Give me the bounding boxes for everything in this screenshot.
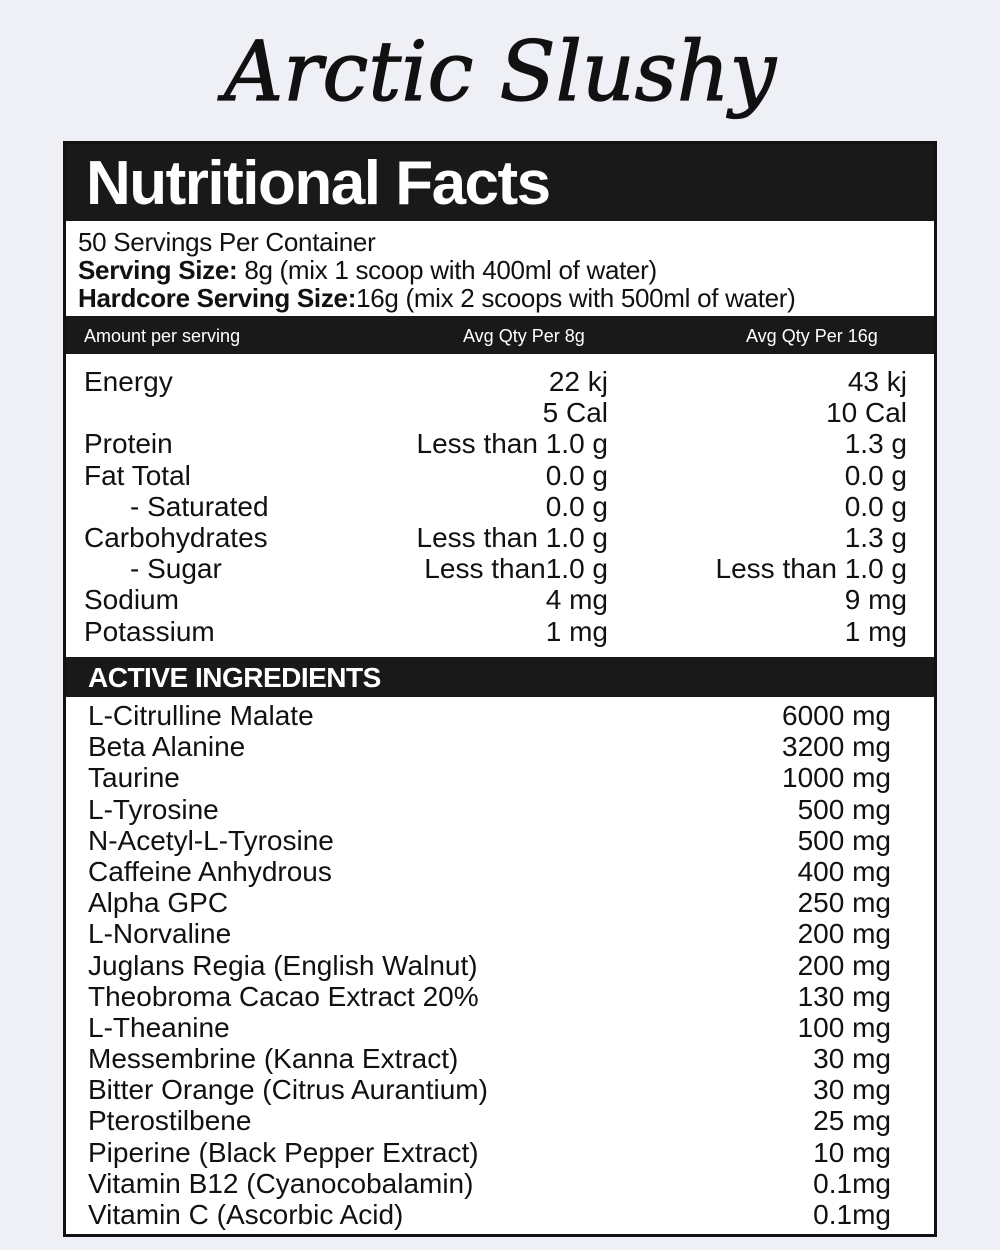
ingredient-row	[88, 1043, 891, 1075]
ingredient-row	[88, 1136, 891, 1168]
nutrient-value-8g: 0.0 g	[545, 459, 608, 491]
ingredient-amount: 6000 mg	[782, 700, 891, 731]
nutrient-label: Sodium	[84, 584, 179, 616]
ingredient-row	[88, 700, 891, 731]
panel-title: Nutritional Facts	[86, 149, 550, 218]
ingredient-row	[88, 762, 891, 794]
ingredient-amount: 1000 mg	[782, 762, 891, 794]
ingredient-row	[88, 1074, 891, 1106]
nutrition-row	[84, 397, 907, 429]
nutrition-row	[84, 615, 907, 647]
nutrient-value-8g: 0.0 g	[545, 490, 608, 522]
ingredients-list	[88, 700, 891, 1230]
ingredient-name: Messembrine (Kanna Extract)	[88, 1043, 459, 1075]
ingredient-name: Bitter Orange (Citrus Aurantium)	[88, 1074, 488, 1106]
ingredient-amount: 3200 mg	[782, 731, 891, 763]
ingredient-name: Pterostilbene	[88, 1105, 252, 1137]
nutrient-label: Potassium	[84, 615, 215, 647]
servings-per-container: 50 Servings Per Container	[78, 227, 376, 257]
ingredient-name: L-Tyrosine	[88, 793, 219, 825]
nutrition-row	[84, 584, 907, 616]
nutrient-value-8g: 4 mg	[545, 584, 608, 616]
ingredient-row	[88, 887, 891, 919]
ingredient-row	[88, 731, 891, 763]
nutrient-label: Fat Total	[84, 459, 191, 491]
ingredient-amount: 400 mg	[797, 855, 891, 887]
nutrient-label: Carbohydrates	[84, 521, 268, 553]
ingredient-name: L-Citrulline Malate	[88, 700, 314, 731]
nutrient-value-16g: 0.0 g	[844, 459, 907, 491]
nutrient-value-8g: 22 kj	[548, 366, 608, 397]
ingredient-row	[88, 793, 891, 825]
nutrition-table	[84, 366, 907, 647]
nutrient-value-8g: Less than 1.0 g	[416, 428, 608, 460]
ingredient-name: Alpha GPC	[88, 887, 229, 919]
nutrition-row	[84, 366, 907, 397]
ingredient-amount: 25 mg	[813, 1105, 891, 1137]
ingredient-name: Theobroma Cacao Extract 20%	[88, 980, 479, 1012]
product-title-script	[0, 0, 1000, 140]
ingredient-name: N-Acetyl-L-Tyrosine	[88, 824, 334, 856]
nutrient-value-8g: Less than 1.0 g	[416, 521, 608, 553]
nutrient-label: Energy	[84, 366, 173, 397]
nutrition-row	[84, 521, 907, 553]
ingredient-row	[88, 980, 891, 1012]
ingredient-amount: 30 mg	[813, 1043, 891, 1075]
ingredient-amount: 200 mg	[797, 949, 891, 981]
nutrition-panel	[63, 141, 937, 1237]
ingredient-name: L-Theanine	[88, 1011, 230, 1043]
serving-size-value: 8g (mix 1 scoop with 400ml of water)	[244, 255, 657, 285]
ingredient-name: Caffeine Anhydrous	[88, 855, 332, 887]
ingredient-amount: 200 mg	[797, 918, 891, 950]
header-avg-qty-8g: Avg Qty Per 8g	[463, 326, 585, 346]
product-title: Arctic Slushy	[224, 25, 776, 120]
nutrient-value-8g: 5 Cal	[542, 397, 608, 429]
ingredient-amount: 100 mg	[797, 1011, 891, 1043]
ingredient-row	[88, 1011, 891, 1043]
serving-size-label: Serving Size:	[78, 255, 238, 285]
nutrition-row	[84, 428, 907, 460]
ingredient-row	[88, 1105, 891, 1137]
ingredient-amount: 500 mg	[797, 824, 891, 856]
ingredient-name: Beta Alanine	[88, 731, 246, 763]
ingredient-amount: 500 mg	[797, 793, 891, 825]
ingredient-row	[88, 824, 891, 856]
active-ingredients-bar	[66, 657, 934, 697]
hardcore-serving-line	[78, 284, 938, 312]
ingredient-amount: 0.1mg	[813, 1199, 891, 1230]
nutrient-value-8g: Less than1.0 g	[424, 553, 608, 585]
nutrient-value-16g: 1.3 g	[844, 428, 907, 460]
servings-block	[78, 228, 938, 312]
active-ingredients-title: ACTIVE INGREDIENTS	[88, 662, 381, 693]
nutrition-row	[84, 459, 907, 491]
header-avg-qty-16g: Avg Qty Per 16g	[746, 326, 878, 346]
nutrient-value-16g: 0.0 g	[844, 490, 907, 522]
ingredient-row	[88, 949, 891, 981]
ingredient-row	[88, 1167, 891, 1199]
ingredient-name: L-Norvaline	[88, 918, 232, 950]
nutrient-value-8g: 1 mg	[545, 615, 608, 647]
ingredient-amount: 130 mg	[797, 980, 891, 1012]
table-header-bar	[66, 316, 934, 354]
ingredient-amount: 250 mg	[797, 887, 891, 919]
nutrient-value-16g: 1 mg	[844, 615, 907, 647]
ingredient-row	[88, 855, 891, 887]
nutrition-row	[84, 553, 907, 585]
panel-title-bar	[66, 144, 934, 221]
ingredient-amount: 10 mg	[813, 1136, 891, 1168]
nutrient-value-16g: 43 kj	[847, 366, 907, 397]
header-amount-per-serving: Amount per serving	[84, 326, 241, 346]
ingredient-name: Vitamin C (Ascorbic Acid)	[88, 1199, 404, 1230]
nutrient-value-16g: 1.3 g	[844, 521, 907, 553]
nutrient-label: Protein	[84, 428, 173, 460]
ingredient-amount: 30 mg	[813, 1074, 891, 1106]
nutrient-value-16g: 9 mg	[844, 584, 907, 616]
ingredient-name: Piperine (Black Pepper Extract)	[88, 1136, 479, 1168]
ingredient-row	[88, 1199, 891, 1230]
nutrition-row	[84, 490, 907, 522]
hardcore-serving-label: Hardcore Serving Size:	[78, 283, 357, 313]
ingredient-amount: 0.1mg	[813, 1167, 891, 1199]
nutrient-value-16g: 10 Cal	[826, 397, 907, 429]
ingredient-name: Vitamin B12 (Cyanocobalamin)	[88, 1167, 474, 1199]
ingredient-name: Juglans Regia (English Walnut)	[88, 949, 478, 981]
serving-size-line	[78, 256, 938, 284]
hardcore-serving-value: 16g (mix 2 scoops with 500ml of water)	[356, 283, 796, 313]
nutrient-value-16g: Less than 1.0 g	[715, 553, 907, 585]
nutrient-label: - Saturated	[130, 490, 269, 522]
ingredient-name: Taurine	[88, 762, 180, 794]
nutrient-label: - Sugar	[130, 553, 222, 585]
ingredient-row	[88, 918, 891, 950]
